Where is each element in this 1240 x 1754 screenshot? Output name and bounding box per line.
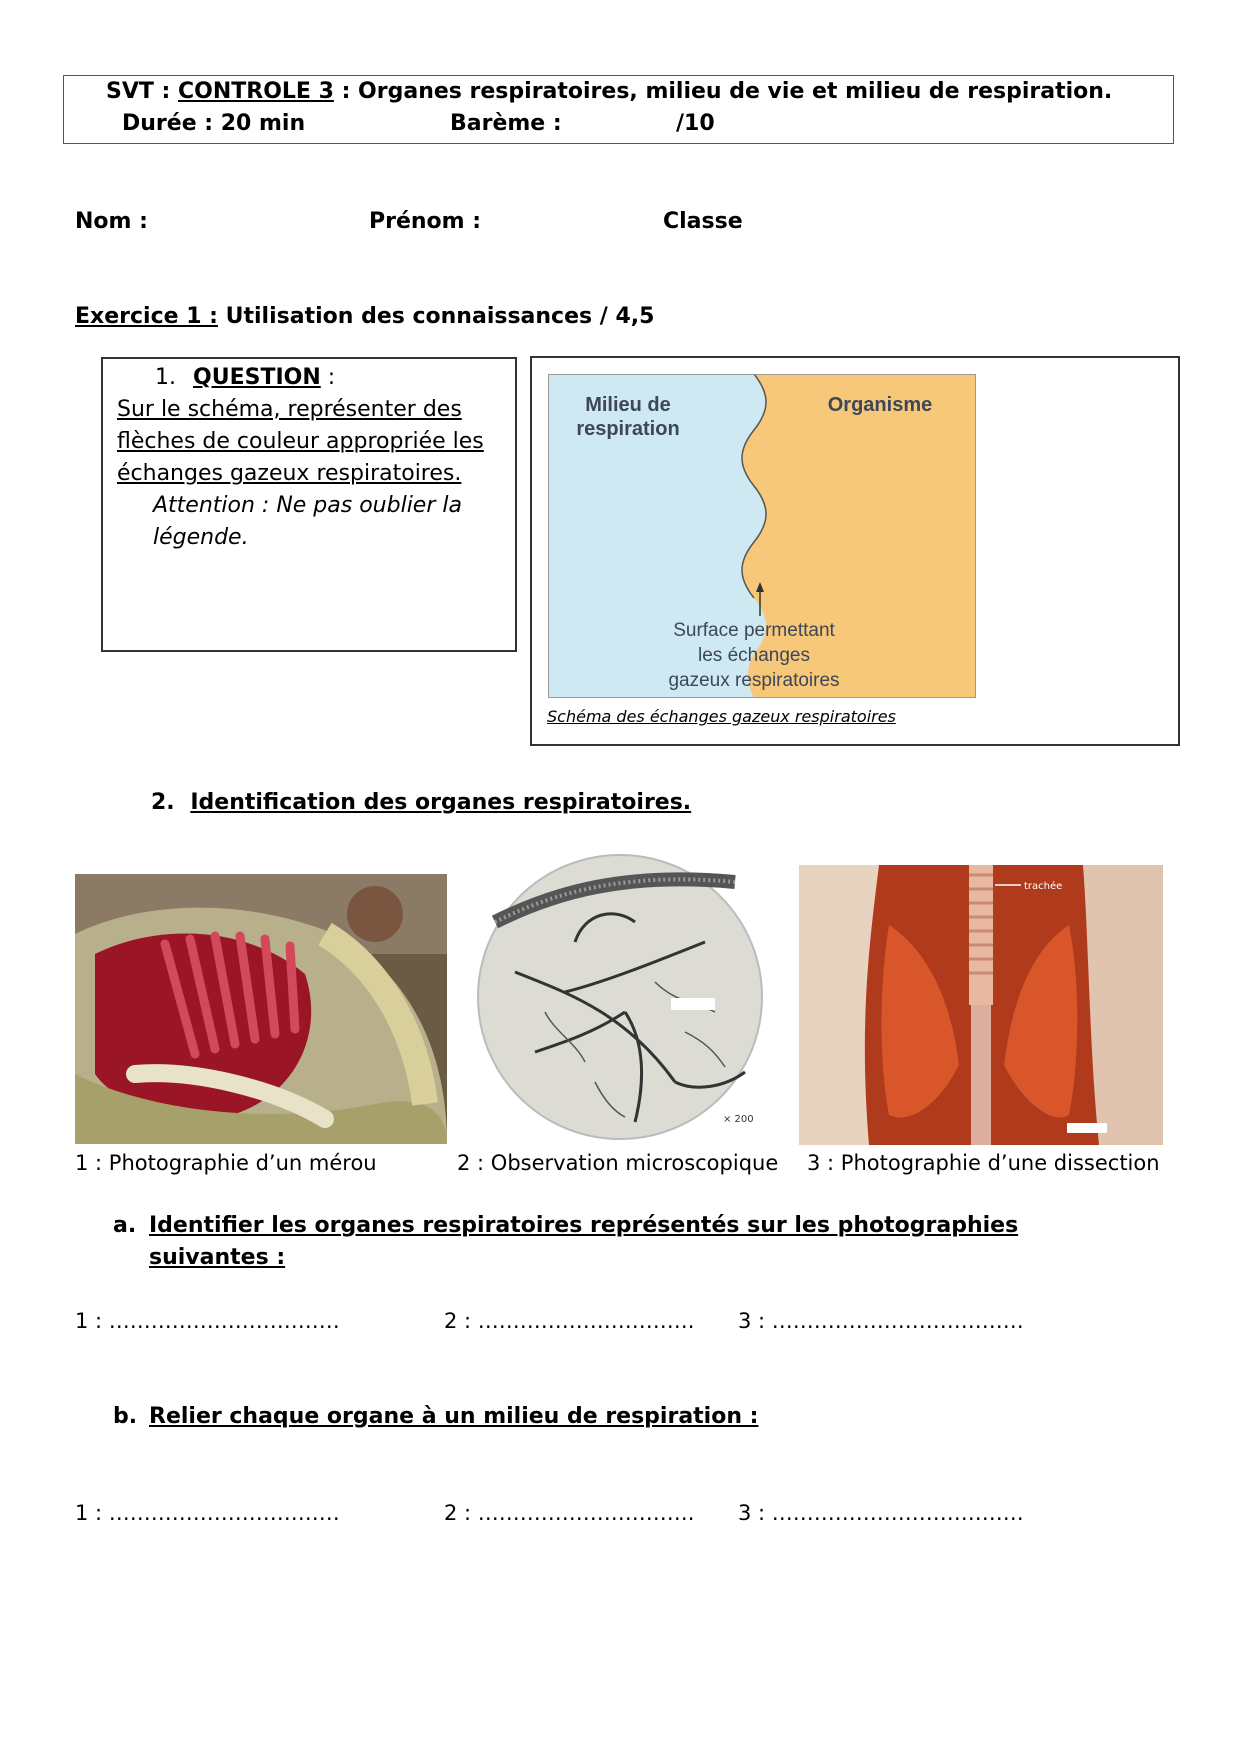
part-a-line-1: Identifier les organes respiratoires représentés sur les photographies bbox=[149, 1213, 1019, 1238]
header-prefix: SVT : bbox=[106, 79, 178, 104]
schema-caption: Schéma des échanges gazeux respiratoires bbox=[547, 707, 896, 726]
header-controle: CONTROLE 3 bbox=[178, 79, 334, 104]
section2-number: 2. bbox=[151, 790, 175, 815]
photo-merou bbox=[75, 874, 447, 1144]
part-a-line-2: suivantes : bbox=[149, 1245, 286, 1270]
header-title-rest: : Organes respiratoires, milieu de vie et milieu de respiration. bbox=[333, 79, 1113, 104]
header-title bbox=[106, 76, 1112, 108]
milieu-label-2: respiration bbox=[576, 418, 680, 440]
header-duree: Durée : 20 min bbox=[122, 111, 306, 136]
caption-photo-3: 3 : Photographie d’une dissection bbox=[807, 1151, 1160, 1175]
question1-line-3: échanges gazeux respiratoires. bbox=[117, 461, 462, 486]
surface-label-2: les échanges bbox=[698, 645, 810, 666]
question1-line-1: Sur le schéma, représenter des bbox=[117, 397, 462, 422]
section2-heading bbox=[151, 787, 691, 819]
part-b-letter: b. bbox=[113, 1404, 138, 1429]
attention-line-2: légende. bbox=[153, 525, 249, 550]
answer-b-1[interactable]: 1 : …………………………… bbox=[75, 1501, 340, 1525]
question1-title: QUESTION bbox=[193, 365, 321, 390]
surface-label-1: Surface permettant bbox=[673, 620, 835, 641]
organisme-label: Organisme bbox=[827, 394, 933, 416]
photo-microscopique bbox=[475, 852, 765, 1142]
part-b-title: Relier chaque organe à un milieu de respiration : bbox=[149, 1404, 759, 1429]
answer-b-3[interactable]: 3 : ……………………………… bbox=[738, 1501, 1024, 1525]
answer-a-3[interactable]: 3 : ……………………………… bbox=[738, 1309, 1024, 1333]
classe-label: Classe bbox=[663, 209, 743, 234]
header-bareme-total: /10 bbox=[676, 111, 715, 136]
schema-diagram bbox=[548, 374, 976, 698]
surface-label-3: gazeux respiratoires bbox=[668, 670, 840, 691]
attention-line-1: Attention : Ne pas oublier la bbox=[153, 493, 462, 518]
photo-dissection bbox=[799, 865, 1163, 1145]
caption-photo-1: 1 : Photographie d’un mérou bbox=[75, 1151, 377, 1175]
part-a-letter: a. bbox=[113, 1213, 137, 1238]
question1-number: 1. bbox=[155, 365, 176, 390]
caption-photo-2: 2 : Observation microscopique bbox=[457, 1151, 779, 1175]
nom-label: Nom : bbox=[75, 209, 148, 234]
answer-b-2[interactable]: 2 : …………………………. bbox=[444, 1501, 695, 1525]
milieu-label-1: Milieu de bbox=[585, 394, 671, 416]
magnification-label: × 200 bbox=[723, 1114, 754, 1125]
exercice1-heading bbox=[75, 301, 654, 333]
question1-heading bbox=[155, 362, 335, 394]
answer-a-1[interactable]: 1 : …………………………… bbox=[75, 1309, 340, 1333]
section2-title: Identification des organes respiratoires. bbox=[190, 790, 692, 815]
question1-line-2: flèches de couleur appropriée les bbox=[117, 429, 484, 454]
exercice1-label: Exercice 1 : bbox=[75, 304, 218, 329]
trachee-label: trachée bbox=[1024, 881, 1063, 892]
header-bareme: Barème : bbox=[450, 111, 562, 136]
question1-colon: : bbox=[320, 365, 336, 390]
prenom-label: Prénom : bbox=[369, 209, 482, 234]
answer-a-2[interactable]: 2 : …………………………. bbox=[444, 1309, 695, 1333]
exercice1-title: Utilisation des connaissances / 4,5 bbox=[217, 304, 655, 329]
